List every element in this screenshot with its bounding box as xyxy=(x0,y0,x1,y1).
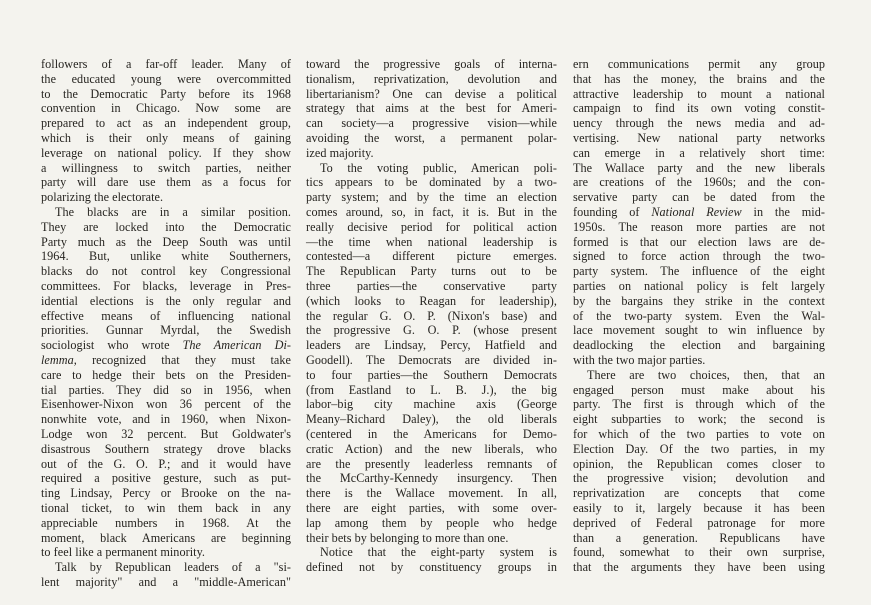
text-line: committees. For blacks, leverage in Pres- xyxy=(41,278,291,293)
text-line: moment, black Americans are beginning xyxy=(41,530,291,545)
text-line: To the voting public, American poli- xyxy=(320,160,557,175)
text-line: Talk by Republican leaders of a "si- xyxy=(55,560,291,575)
text-line: found, somewhat to their own surprise, xyxy=(573,545,825,560)
text-line: for which of the two parties to vote on xyxy=(573,426,825,441)
text-line: with the two major parties. xyxy=(573,352,706,367)
text-line: (centered in the Americans for Demo- xyxy=(306,426,557,441)
text-line: vertising. New national party networks xyxy=(573,130,825,145)
text-line: attractive leadership to mount a national xyxy=(573,86,825,101)
text-line: their bets by belonging to more than one. xyxy=(306,530,509,545)
text-line: They are locked into the Democratic xyxy=(41,219,291,234)
text-line: eight subparties to work; the second is xyxy=(573,412,825,427)
text-line: party system; and by the time an election xyxy=(306,190,557,205)
text-line: contested—a different picture emerges. xyxy=(306,249,557,264)
text-line: —the time when national leadership is xyxy=(306,234,557,249)
text-line: nonwhite vote, and in 1960, when Nixon- xyxy=(41,412,291,427)
text-line: parties on national policy is felt largely xyxy=(573,278,825,293)
text-line: really decisive period for political action xyxy=(306,219,557,234)
text-line: engaged person must make about his xyxy=(573,382,825,397)
text-line: care to hedge their bets on the Presiden- xyxy=(41,367,291,382)
text-line: comes around, so, in fact, it is. But in the xyxy=(306,204,557,219)
text-line: ized majority. xyxy=(306,145,374,160)
text-column-1 xyxy=(41,57,291,590)
text-line: to feel like a permanent minority. xyxy=(41,545,206,560)
text-line: leverage on national policy. If they show xyxy=(41,145,291,160)
text-line: idential elections is the only regular and xyxy=(41,293,291,308)
text-line: effective means of influencing national xyxy=(41,308,291,323)
text-column-2 xyxy=(306,57,557,575)
text-line: opinion, the Republican comes closer to xyxy=(573,456,825,471)
text-line: can society—a progressive vision—while xyxy=(306,116,557,131)
text-line: the progressive vision; devolution and xyxy=(573,471,825,486)
text-line: lent majority" and a "middle-American" xyxy=(41,574,291,589)
text-line: there is the Wallace movement. In all, xyxy=(306,486,557,501)
text-line: Meany–Richard Daley), the old liberals xyxy=(306,412,557,427)
text-line: there are eight parties, with some over- xyxy=(306,500,557,515)
text-line: convention in Chicago. Now some are xyxy=(41,101,291,116)
text-line: cratic Action) and the new liberals, who xyxy=(306,441,557,456)
text-line: sociologist who wrote The American Di- xyxy=(41,338,291,353)
text-line: are the presently leaderless remnants of xyxy=(306,456,557,471)
text-line: lace movement sought to win influence by xyxy=(573,323,825,338)
text-line: to the Democratic Party before its 1968 xyxy=(41,86,291,101)
text-line: out of the G. O. P.; and it would have xyxy=(41,456,291,471)
text-line: required a positive gesture, such as put- xyxy=(41,471,291,486)
text-line: are creations of the 1960s; and the con- xyxy=(573,175,825,190)
text-line: (which looks to Reagan for leadership), xyxy=(306,293,557,308)
text-line: lap among them by people who hedge xyxy=(306,515,557,530)
text-line: lemma, recognized that they must take xyxy=(41,352,291,367)
text-line: the McCarthy-Kennedy insurgency. Then xyxy=(306,471,557,486)
text-line: disastrous Southern strategy drove blacks xyxy=(41,441,291,456)
text-line: ern communications permit any group xyxy=(573,57,825,71)
text-line: 1964. But, unlike white Southerners, xyxy=(41,249,291,264)
text-line: prepared to act as an independent group, xyxy=(41,116,291,131)
text-line: Goodell). The Democrats are divided in- xyxy=(306,352,557,367)
text-line: formed is that our election laws are de- xyxy=(573,234,825,249)
text-line: party will dare use them as a focus for xyxy=(41,175,291,190)
text-line: defined not by constituency groups in xyxy=(306,560,557,575)
text-line: servative party can be dated from the xyxy=(573,190,825,205)
text-line: There are two choices, then, that an xyxy=(587,367,825,382)
text-line: Lodge won 32 percent. But Goldwater's xyxy=(41,426,291,441)
text-line: that has the money, the brains and the xyxy=(573,71,825,86)
text-line: a willingness to switch parties, neither xyxy=(41,160,291,175)
text-line: by the bargains they strike in the context xyxy=(573,293,825,308)
text-line: Eisenhower-Nixon won 36 percent of the xyxy=(41,397,291,412)
text-line: founding of National Review in the mid- xyxy=(573,204,825,219)
text-line: three parties—the conservative party xyxy=(306,278,557,293)
text-line: deprived of Federal patronage for more xyxy=(573,515,825,530)
text-line: 1950s. The reason more parties are not xyxy=(573,219,825,234)
text-line: that the arguments they have been using xyxy=(573,560,825,575)
text-line: signed to force action through the two- xyxy=(573,249,825,264)
text-line: toward the progressive goals of interna- xyxy=(306,57,557,71)
text-line: The Republican Party turns out to be xyxy=(306,264,557,279)
text-line: easily to it, largely because it has been xyxy=(573,500,825,515)
text-line: tional ticket, to win them back in any xyxy=(41,500,291,515)
text-line: polarizing the electorate. xyxy=(41,190,164,205)
text-line: libertarianism? One can devise a political xyxy=(306,86,557,101)
text-line: reprivatization are concepts that come xyxy=(573,486,825,501)
text-line: avoiding the worst, a permanent polar- xyxy=(306,130,557,145)
text-line: blacks do not control key Congressional xyxy=(41,264,291,279)
text-line: followers of a far-off leader. Many of xyxy=(41,57,291,71)
text-line: Party much as the Deep South was until xyxy=(41,234,291,249)
text-line: labor–big city machine axis (George xyxy=(306,397,557,412)
text-line: than a generation. Republicans have xyxy=(573,530,825,545)
text-line: Election Day. Of the two parties, in my xyxy=(573,441,825,456)
text-line: leaders are Lindsay, Percy, Hatfield and xyxy=(306,338,557,353)
text-line: can emerge in a relatively short time: xyxy=(573,145,825,160)
text-line: uency through the news media and ad- xyxy=(573,116,825,131)
text-line: deadlocking the election and bargaining xyxy=(573,338,825,353)
text-column-3 xyxy=(573,57,825,575)
text-line: strategy that aims at the best for Ameri- xyxy=(306,101,557,116)
text-line: campaign to find its own voting constit- xyxy=(573,101,825,116)
text-line: the educated young were overcommitted xyxy=(41,71,291,86)
text-line: The blacks are in a similar position. xyxy=(55,204,291,219)
text-line: party. The first is through which of the xyxy=(573,397,825,412)
text-line: The Wallace party and the new liberals xyxy=(573,160,825,175)
text-line: the regular G. O. P. (Nixon's base) and xyxy=(306,308,557,323)
text-line: appreciable numbers in 1968. At the xyxy=(41,515,291,530)
text-line: tial parties. They did so in 1956, when xyxy=(41,382,291,397)
text-line: (from Eastland to L. B. J.), the big xyxy=(306,382,557,397)
text-line: Notice that the eight-party system is xyxy=(320,545,557,560)
text-line: tionalism, reprivatization, devolution and xyxy=(306,71,557,86)
text-line: to four parties—the Southern Democrats xyxy=(306,367,557,382)
text-line: ting Lindsay, Percy or Brooke on the na- xyxy=(41,486,291,501)
text-line: which is their only means of gaining xyxy=(41,130,291,145)
text-line: of the two-party system. Even the Wal- xyxy=(573,308,825,323)
text-line: tics appears to be dominated by a two- xyxy=(306,175,557,190)
text-line: the progressive G. O. P. (whose present xyxy=(306,323,557,338)
text-line: party system. The influence of the eight xyxy=(573,264,825,279)
text-line: priorities. Gunnar Myrdal, the Swedish xyxy=(41,323,291,338)
